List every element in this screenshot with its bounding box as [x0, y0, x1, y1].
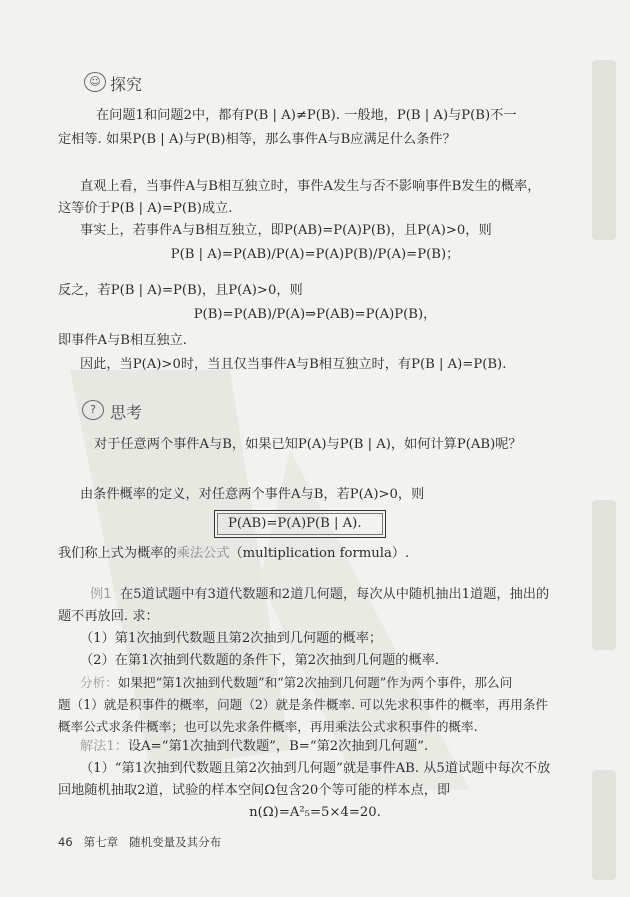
- explore-text-line: 在问题1和问题2中，都有P(B | A)≠P(B). 一般地，P(B | A)与P(B)不一: [96, 108, 517, 123]
- paragraph-line: 即事件A与B相互独立.: [58, 333, 187, 348]
- example-line: [90, 586, 549, 604]
- equation: n(Ω)=A²₅=5×4=20.: [249, 805, 381, 820]
- page-number: 46: [58, 835, 73, 849]
- solution-line: 回地随机抽取2道，试验的样本空间Ω包含20个等可能的样本点，即: [58, 783, 451, 798]
- analysis-label: 分析：: [80, 675, 118, 690]
- analysis-line: 概率公式求条件概率；也可以先求条件概率，再用乘法公式求积事件的概率.: [58, 719, 478, 734]
- text-span: 如果把“第1次抽到代数题”和“第2次抽到几何题”作为两个事件，那么问: [117, 675, 513, 690]
- explore-text-line: 定相等. 如果P(B | A)与P(B)相等，那么事件A与B应满足什么条件？: [58, 132, 456, 147]
- margin-decoration: [592, 770, 616, 880]
- paragraph-line: 这等价于P(B | A)=P(B)成立.: [58, 201, 233, 216]
- solution-label: 解法1：: [80, 739, 128, 754]
- term-highlight: 乘法公式: [176, 546, 230, 561]
- explore-icon: ☺: [84, 72, 106, 92]
- paragraph-line: 因此，当P(A)>0时，当且仅当事件A与B相互独立时，有P(B | A)=P(B).: [80, 357, 507, 372]
- equation: P(B)=P(AB)/P(A)⇒P(AB)=P(A)P(B)，: [193, 307, 437, 322]
- analysis-line: [80, 674, 512, 692]
- think-title: 思考: [110, 403, 143, 422]
- solution-line: [80, 738, 428, 756]
- margin-decoration: [592, 500, 616, 650]
- multiplication-formula: P(AB)=P(A)P(B | A).: [228, 516, 362, 531]
- analysis-line: 题（1）就是积事件的概率，问题（2）就是条件概率. 可以先求积事件的概率，再用条件: [58, 697, 549, 712]
- example-line: 题不再放回. 求：: [58, 609, 159, 624]
- paragraph-line: [58, 545, 409, 563]
- text-span: 我们称上式为概率的: [58, 546, 177, 561]
- solution-line: （1）“第1次抽到代数题且第2次抽到几何题”就是事件AB. 从5道试题中每次不放: [80, 761, 551, 776]
- page-footer: [58, 834, 221, 850]
- chapter-number: 第七章: [83, 835, 119, 849]
- paragraph-line: 直观上看，当事件A与B相互独立时，事件A发生与否不影响事件B发生的概率，: [80, 179, 541, 194]
- example-question: （2）在第1次抽到代数题的条件下，第2次抽到几何题的概率.: [80, 653, 440, 668]
- paragraph-line: 反之，若P(B | A)=P(B)，且P(A)>0，则: [58, 283, 303, 298]
- equation: P(B | A)=P(AB)/P(A)=P(A)P(B)/P(A)=P(B)；: [170, 247, 460, 262]
- text-span: 设A=“第1次抽到代数题”，B=“第2次抽到几何题”.: [127, 739, 429, 754]
- explore-title: 探究: [110, 75, 143, 94]
- think-icon: ?: [82, 400, 104, 420]
- paragraph-line: 事实上，若事件A与B相互独立，即P(AB)=P(A)P(B)，且P(A)>0，则: [80, 223, 492, 238]
- chapter-title: 随机变量及其分布: [129, 835, 222, 849]
- margin-decoration: [592, 60, 616, 240]
- think-question: 对于任意两个事件A与B，如果已知P(A)与P(B | A)，如何计算P(AB)呢？: [94, 437, 522, 452]
- text-span: （multiplication formula）.: [229, 546, 410, 561]
- paragraph-line: 由条件概率的定义，对任意两个事件A与B，若P(A)>0，则: [80, 487, 425, 502]
- text-span: 在5道试题中有3道代数题和2道几何题，每次从中随机抽出1道题，抽出的: [119, 587, 550, 602]
- example-label: 例1: [90, 587, 112, 602]
- example-question: （1）第1次抽到代数题且第2次抽到几何题的概率；: [80, 631, 383, 646]
